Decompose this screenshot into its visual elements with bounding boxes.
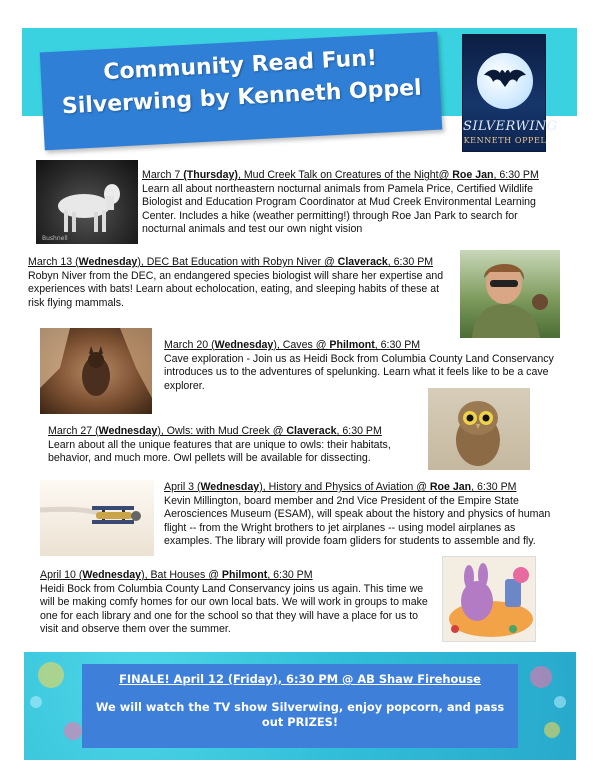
event-april-10 [40, 569, 438, 637]
robyn-niver-photo [460, 250, 560, 338]
event-march-13 [28, 256, 458, 310]
event-heading: April 10 (Wednesday), Bat Houses @ Philmont, 6:30 PM [40, 569, 313, 581]
event-heading: April 3 (Wednesday), History and Physics of Aviation @ Roe Jan, 6:30 PM [164, 481, 517, 493]
event-heading: March 20 (Wednesday), Caves @ Philmont, 6:30 PM [164, 339, 421, 351]
event-march-27 [48, 425, 426, 466]
book-cover-image [462, 34, 558, 152]
event-march-20 [164, 339, 564, 393]
event-description: Kevin Millington, board member and 2nd Vice President of the Empire State Aerosciences Museum (ESAM), will speak about the history and physics of human flight -- from the Wright brothers to jet airplanes -- using model airplanes as examples. The library will provide foam gliders for students to assemble and fly. [164, 494, 551, 548]
bat-icon [483, 65, 527, 91]
book-author: KENNETH OPPEL [463, 136, 547, 145]
book-title: SILVERWING [463, 119, 558, 134]
title-line-2: Silverwing by Kenneth Oppel [61, 75, 423, 120]
title-line-1: Community Read Fun! [102, 45, 378, 86]
event-heading: March 7 (Thursday), Mud Creek Talk on Creatures of the Night@ Roe Jan, 6:30 PM [142, 169, 539, 181]
photo-caption: Bushnell [42, 235, 68, 242]
event-description: Cave exploration - Join us as Heidi Bock from Columbia County Land Conservancy introduces us to the adventures of spelunking. Learn what it feels like to be a cave explorer. [164, 352, 554, 392]
event-description: Robyn Niver from the DEC, an endangered species biologist will share her expertise and experiences with bats! Learn about echolocation, eating, and sleeping habits of these at risk flying mammals. [28, 269, 444, 309]
finale-message: We will watch the TV show Silverwing, enjoy popcorn, and pass out PRIZES! [95, 700, 505, 729]
event-description: Heidi Bock from Columbia County Land Conservancy joins us again. This time we will be making comfy homes for our own local bats. We will work in groups to make one for each library and one for the school so that they will have a place for us to visit and observe them over the summer. [40, 582, 428, 636]
cave-bat-photo [40, 328, 152, 414]
bat-house-cartoon [442, 556, 536, 642]
finale-headline: FINALE! April 12 (Friday), 6:30 PM @ AB Shaw Firehouse [119, 672, 481, 686]
event-description: Learn about all the unique features that are unique to owls: their habitats, behavior, and much more. Owl pellets will be available for dissecting. [48, 438, 391, 465]
deer-trail-cam-photo [36, 160, 138, 244]
event-description: Learn all about northeastern nocturnal animals from Pamela Price, Certified Wildlife Biologist and Education Program Coordinator at Mud Creek Environmental Learning Center. Includes a hike (weather permitting!) through Roe Jan Park to search for nocturnal animals and test our own night vision [142, 182, 536, 236]
event-heading: March 13 (Wednesday), DEC Bat Education with Robyn Niver @ Claverack, 6:30 PM [28, 256, 434, 268]
event-april-3 [164, 481, 562, 549]
burrowing-owl-photo [428, 388, 530, 470]
event-heading: March 27 (Wednesday), Owls: with Mud Creek @ Claverack, 6:30 PM [48, 425, 382, 437]
biplane-photo [40, 480, 154, 556]
event-march-7 [142, 169, 560, 237]
